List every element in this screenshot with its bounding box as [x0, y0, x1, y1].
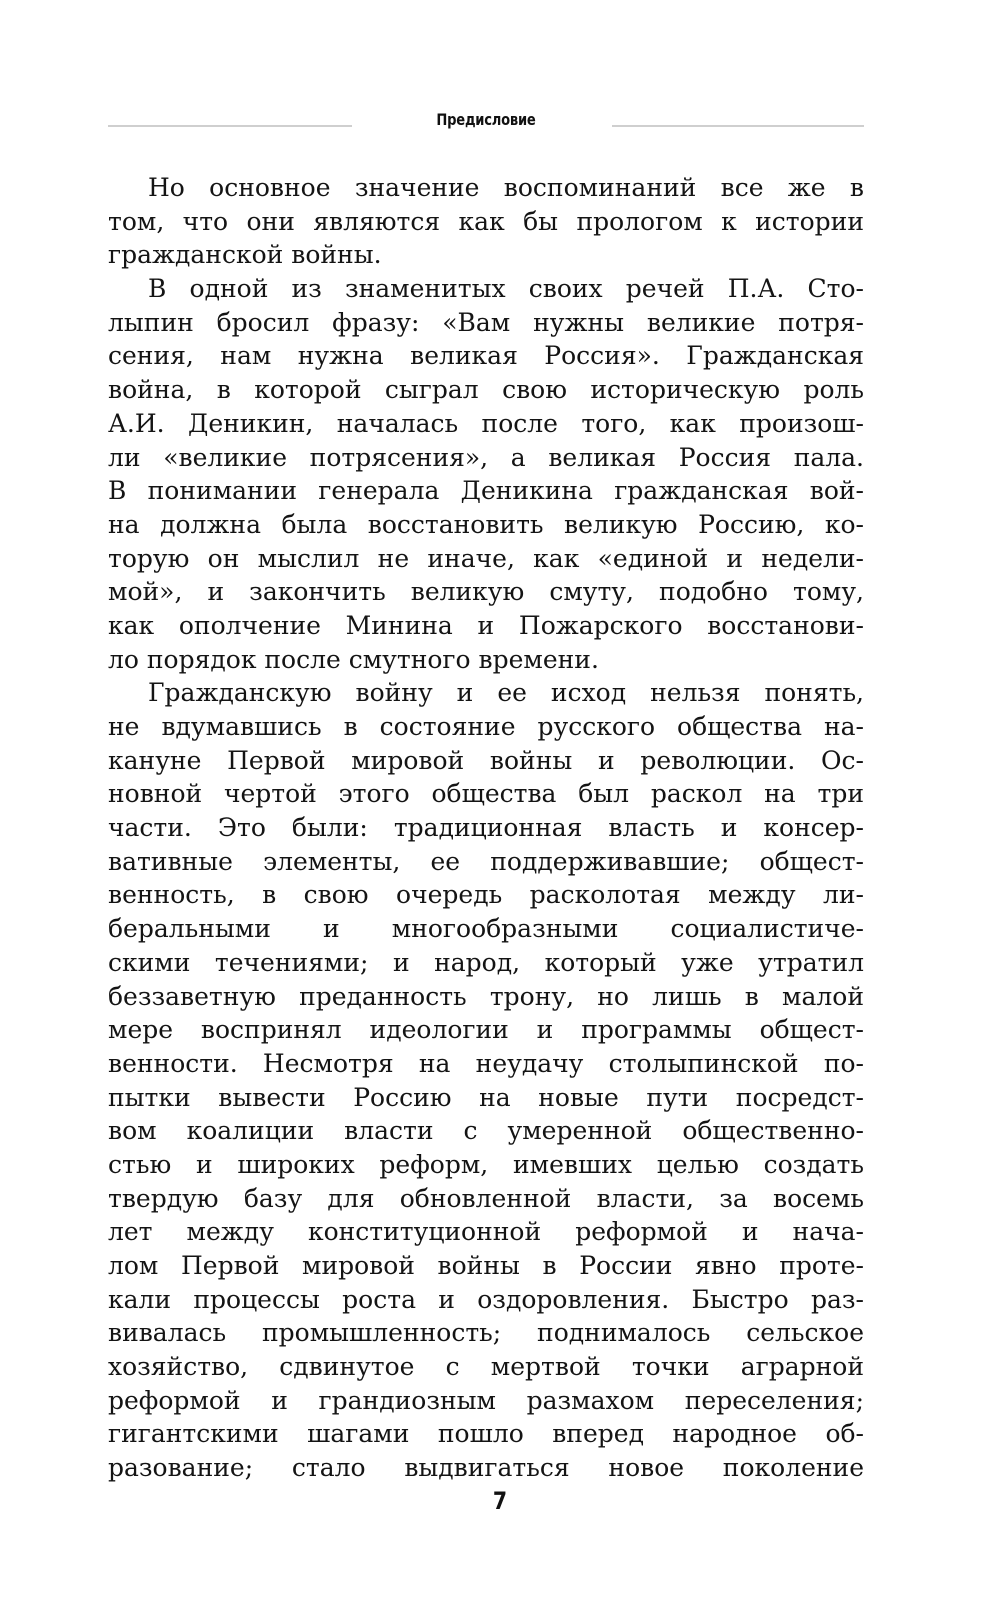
text-line: венности. Несмотря на неудачу столыпинской по-: [108, 1048, 864, 1078]
text-line: разование; стало выдвигаться новое поколение: [108, 1453, 864, 1483]
text-line: на должна была восстановить великую Россию, ко-: [108, 509, 864, 539]
text-line: гражданской войны.: [108, 240, 382, 270]
text-line: Но основное значение воспоминаний все же в: [148, 173, 864, 202]
text-line: беральными и многообразными социалистиче-: [108, 914, 864, 944]
text-line: скими течениями; и народ, который уже утратил: [108, 947, 864, 977]
text-line: кануне Первой мировой войны и революции. Ос-: [108, 745, 864, 775]
text-line: том, что они являются как бы прологом к истории: [108, 206, 864, 236]
text-line: война, в которой сыграл свою историческую роль: [108, 375, 864, 405]
text-line: лыпин бросил фразу: «Вам нужны великие потря-: [108, 307, 864, 337]
page-number: 7: [492, 1487, 508, 1515]
text-line: части. Это были: традиционная власть и консер-: [108, 813, 864, 843]
text-line: ли «великие потрясения», а великая Россия пала.: [108, 442, 864, 472]
text-line: сения, нам нужна великая Россия». Гражданская: [108, 341, 864, 371]
header-rule-right: [612, 125, 864, 127]
text-line: реформой и грандиозным размахом переселения;: [108, 1385, 864, 1415]
text-line: твердую базу для обновленной власти, за восемь: [108, 1183, 864, 1213]
text-line: Гражданскую войну и ее исход нельзя понять,: [148, 678, 864, 708]
text-line: лет между конституционной реформой и нача-: [108, 1217, 864, 1247]
text-line: стью и широких реформ, имевших целью создать: [108, 1149, 864, 1179]
running-header: [108, 106, 864, 134]
text-line: венность, в свою очередь расколотая между ли-: [108, 880, 864, 910]
text-line: мой», и закончить великую смуту, подобно тому,: [108, 577, 864, 607]
text-line: вативные элементы, ее поддерживавшие; общест-: [108, 846, 864, 876]
text-line: ло порядок после смутного времени.: [108, 644, 599, 674]
text-line: А.И. Деникин, началась после того, как произош-: [108, 408, 864, 438]
text-line: гигантскими шагами пошло вперед народное об-: [108, 1419, 864, 1449]
text-line: мере воспринял идеологии и программы общест-: [108, 1015, 864, 1045]
text-line: не вдумавшись в состояние русского общества на-: [108, 712, 864, 741]
text-line: пытки вывести Россию на новые пути посредст-: [108, 1082, 864, 1112]
text-line: новной чертой этого общества был раскол на три: [108, 779, 864, 809]
text-line: вом коалиции власти с умеренной общественно-: [108, 1116, 864, 1146]
text-line: В одной из знаменитых своих речей П.А. Сто-: [148, 274, 864, 304]
text-line: лом Первой мировой войны в России явно проте-: [108, 1251, 864, 1280]
text-line: кали процессы роста и оздоровления. Быстро раз-: [108, 1284, 864, 1314]
text-line: как ополчение Минина и Пожарского восстанови-: [108, 610, 864, 640]
body-text: [108, 171, 864, 1485]
text-line: В понимании генерала Деникина гражданская вой-: [108, 476, 864, 506]
text-line: вивалась промышленность; поднималось сельское: [108, 1318, 864, 1348]
section-title: Предисловие: [436, 110, 536, 129]
text-line: беззаветную преданность трону, но лишь в малой: [108, 981, 864, 1011]
text-line: торую он мыслил не иначе, как «единой и недели-: [108, 543, 864, 573]
text-line: хозяйство, сдвинутое с мертвой точки аграрной: [108, 1352, 864, 1382]
